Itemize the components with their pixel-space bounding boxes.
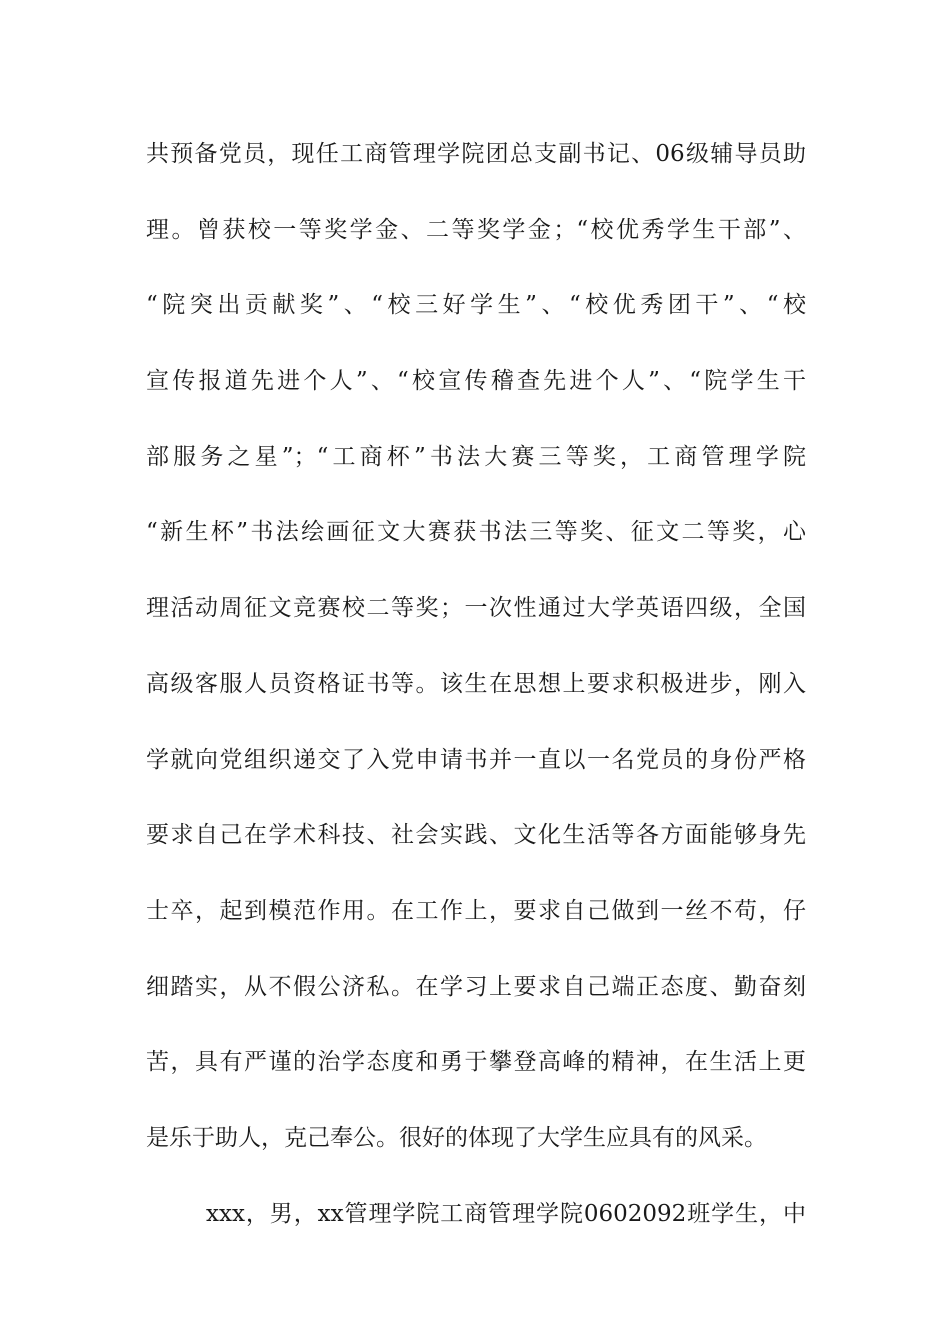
text-line: 部服务之星”；“工商杯”书法大赛三等奖，工商管理学院 (146, 443, 806, 470)
text-line: 是乐于助人，克己奉公。很好的体现了大学生应具有的风采。 (146, 1124, 767, 1151)
text-line: 宣传报道先进个人”、“校宣传稽查先进个人”、“院学生干 (146, 368, 806, 395)
text-line: “新生杯”书法绘画征文大赛获书法三等奖、征文二等奖，心 (146, 519, 806, 546)
text-line: 理。曾获校一等奖学金、二等奖学金；“校优秀学生干部”、 (146, 216, 806, 243)
text-line: 学就向党组织递交了入党申请书并一直以一名党员的身份严格 (146, 746, 806, 773)
document-body (146, 132, 806, 1267)
text-line: 要求自己在学术科技、社会实践、文化生活等各方面能够身先 (146, 822, 806, 849)
text-line: “院突出贡献奖”、“校三好学生”、“校优秀团干”、“校 (146, 292, 806, 319)
text-line: 苦，具有严谨的治学态度和勇于攀登高峰的精神，在生活上更 (146, 1049, 806, 1076)
text-line: 士卒，起到模范作用。在工作上，要求自己做到一丝不苟，仔 (146, 897, 806, 924)
text-line: 理活动周征文竞赛校二等奖；一次性通过大学英语四级，全国 (146, 595, 806, 622)
text-line: 高级客服人员资格证书等。该生在思想上要求积极进步，刚入 (146, 670, 806, 697)
text-line: 共预备党员，现任工商管理学院团总支副书记、06级辅导员助 (146, 141, 806, 167)
paragraph-start-line: xxx，男，xx管理学院工商管理学院0602092班学生，中 (206, 1200, 806, 1227)
text-line: 细踏实，从不假公济私。在学习上要求自己端正态度、勤奋刻 (146, 973, 806, 1000)
